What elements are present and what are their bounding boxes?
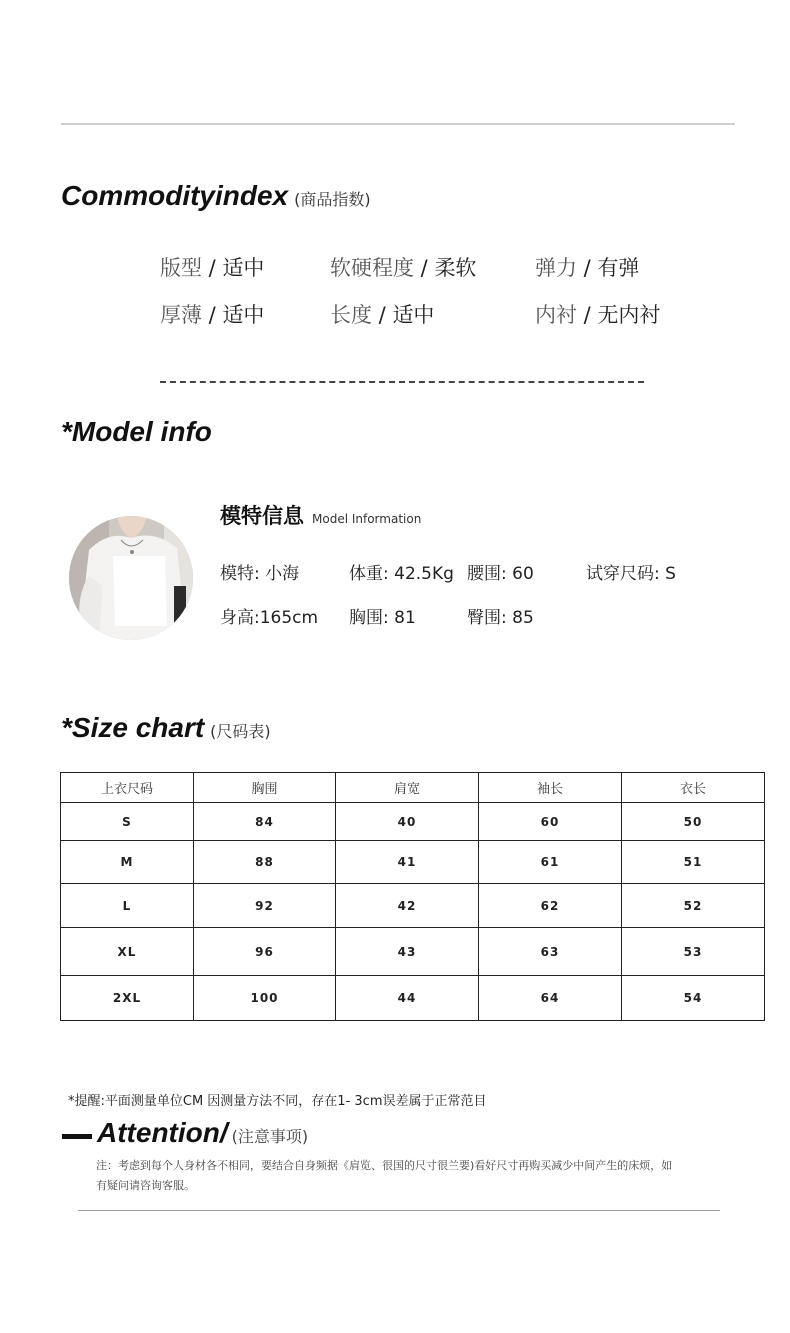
attention-title xyxy=(97,1117,308,1149)
table-cell: 50 xyxy=(622,803,765,841)
index-sep: / xyxy=(577,256,598,280)
model-photo-illustration xyxy=(69,516,193,640)
attention-note: 注：考虑到每个人身材各不相同，要结合自身频据《肩览、很国的尺寸很兰要)看好尺寸再购买减少中间产生的床烦，如有疑问请咨询客服。 xyxy=(96,1159,673,1192)
table-row xyxy=(61,928,765,976)
table-cell: 52 xyxy=(622,884,765,928)
commodity-index-title xyxy=(61,180,371,212)
table-cell: L xyxy=(61,884,194,928)
index-value: 适中 xyxy=(222,256,265,280)
attention-subtitle: (注意事项) xyxy=(231,1127,309,1146)
index-row xyxy=(160,252,720,299)
size-chart-subtitle: (尺码表) xyxy=(210,722,271,741)
table-row xyxy=(61,841,765,884)
table-cell: 41 xyxy=(336,841,479,884)
model-waist: 腰围: 60 xyxy=(467,564,534,584)
header-cell: 衣长 xyxy=(622,773,765,803)
index-value: 适中 xyxy=(222,303,265,327)
table-cell: 63 xyxy=(479,928,622,976)
index-sep: / xyxy=(577,303,598,327)
index-value: 有弹 xyxy=(597,256,640,280)
attention-title-text: Attention/ xyxy=(97,1117,228,1148)
table-cell: 40 xyxy=(336,803,479,841)
model-info-heading xyxy=(220,500,421,530)
index-thickness xyxy=(160,299,264,329)
header-cell: 袖长 xyxy=(479,773,622,803)
index-key: 内衬 xyxy=(535,303,577,327)
model-photo xyxy=(69,516,193,640)
header-cell: 肩宽 xyxy=(336,773,479,803)
index-softness xyxy=(330,252,476,282)
size-table-header xyxy=(61,773,765,803)
table-cell: S xyxy=(61,803,194,841)
commodity-index-title-text: Commodityindex xyxy=(61,180,289,211)
commodity-index-grid xyxy=(160,252,720,346)
table-cell: 61 xyxy=(479,841,622,884)
size-chart-title-text: *Size chart xyxy=(61,712,205,743)
index-sep: / xyxy=(202,303,223,327)
table-cell: 92 xyxy=(194,884,336,928)
attention-bar xyxy=(62,1134,92,1139)
table-cell: 42 xyxy=(336,884,479,928)
top-divider xyxy=(61,123,735,125)
table-cell: 88 xyxy=(194,841,336,884)
index-key: 厚薄 xyxy=(160,303,202,327)
table-cell: 54 xyxy=(622,976,765,1021)
table-cell: 51 xyxy=(622,841,765,884)
table-row xyxy=(61,803,765,841)
bottom-divider xyxy=(78,1210,720,1211)
header-cell: 胸围 xyxy=(194,773,336,803)
model-info-title: *Model info xyxy=(61,416,212,447)
index-key: 弹力 xyxy=(535,256,577,280)
table-cell: 84 xyxy=(194,803,336,841)
model-weight: 体重: 42.5Kg xyxy=(349,564,454,584)
model-hip: 臀围: 85 xyxy=(467,608,534,628)
index-lining xyxy=(535,299,660,329)
table-cell: 60 xyxy=(479,803,622,841)
table-cell: XL xyxy=(61,928,194,976)
table-cell: 96 xyxy=(194,928,336,976)
table-cell: 43 xyxy=(336,928,479,976)
index-key: 长度 xyxy=(330,303,372,327)
size-chart-title xyxy=(61,712,271,744)
table-cell: 100 xyxy=(194,976,336,1021)
commodity-index-subtitle: (商品指数) xyxy=(294,190,371,209)
index-key: 软硬程度 xyxy=(330,256,414,280)
measurement-tip: *提醒:平面测量单位CM 因测量方法不同，存在1- 3cm误差属于正常范目 xyxy=(68,1094,487,1109)
index-sep: / xyxy=(414,256,435,280)
index-row xyxy=(160,299,720,346)
dashed-divider xyxy=(160,381,644,383)
table-row xyxy=(61,976,765,1021)
table-cell: 53 xyxy=(622,928,765,976)
model-height: 身高:165cm xyxy=(220,608,319,628)
index-value: 柔软 xyxy=(434,256,477,280)
size-table xyxy=(60,772,765,1021)
model-info-heading-cn: 模特信息 xyxy=(220,504,304,528)
table-cell: 2XL xyxy=(61,976,194,1021)
header-cell: 上衣尺码 xyxy=(61,773,194,803)
table-cell: 62 xyxy=(479,884,622,928)
index-elasticity xyxy=(535,252,639,282)
index-length xyxy=(330,299,434,329)
index-value: 适中 xyxy=(392,303,435,327)
model-info-heading-en: Model Information xyxy=(312,512,422,526)
model-bust: 胸围: 81 xyxy=(349,608,416,628)
table-row xyxy=(61,884,765,928)
index-sep: / xyxy=(372,303,393,327)
table-cell: 64 xyxy=(479,976,622,1021)
index-sep: / xyxy=(202,256,223,280)
table-cell: 44 xyxy=(336,976,479,1021)
index-key: 版型 xyxy=(160,256,202,280)
index-fit xyxy=(160,252,264,282)
model-try-size: 试穿尺码: S xyxy=(586,564,676,584)
index-value: 无内衬 xyxy=(597,303,661,327)
table-cell: M xyxy=(61,841,194,884)
model-name: 模特: 小海 xyxy=(220,564,300,584)
